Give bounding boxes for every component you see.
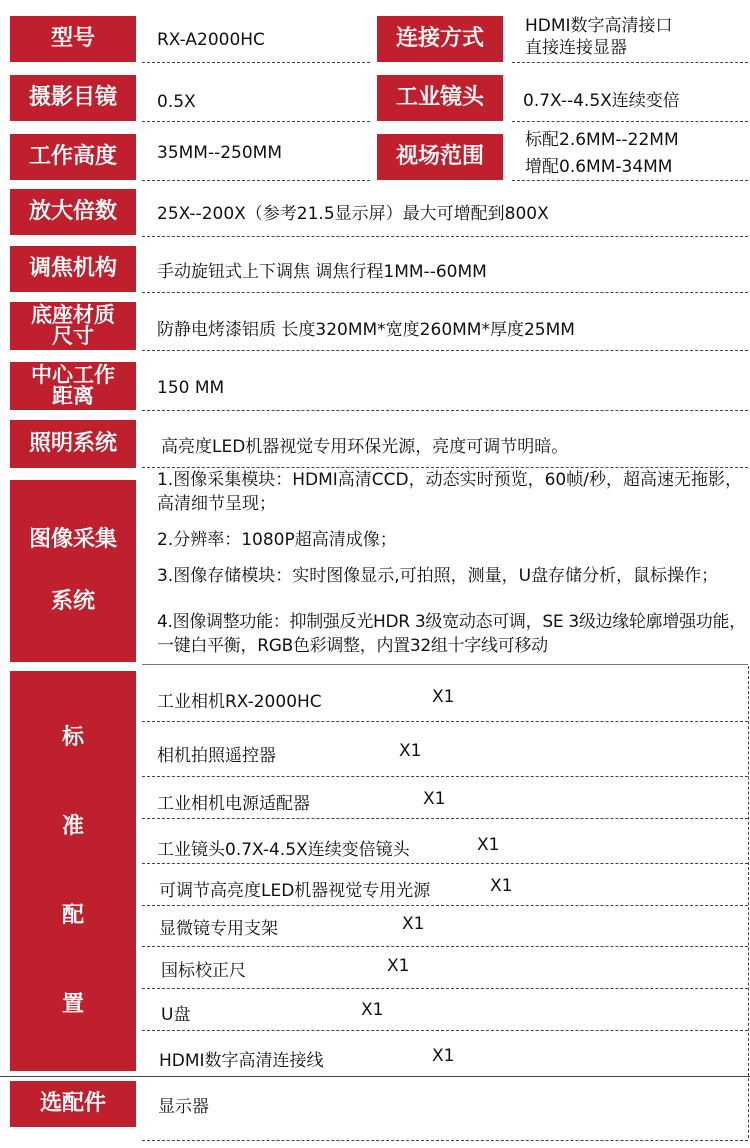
config-item-2-name: 相机拍照遥控器	[157, 746, 276, 766]
value-working-height: 35MM--250MM	[157, 143, 283, 163]
label-imaging	[10, 480, 136, 662]
value-model: RX-A2000HC	[157, 30, 265, 50]
label-base-line-1: 底座材质	[31, 303, 115, 327]
label-lighting: 照明系统	[10, 420, 136, 468]
config-item-3-name: 工业相机电源适配器	[157, 794, 310, 814]
label-model: 型号	[10, 16, 136, 62]
value-focus: 手动旋钮式上下调焦 调焦行程1MM--60MM	[157, 262, 487, 282]
value-objective: 0.5X	[157, 92, 196, 112]
imaging-item-2: 2.分辨率：1080P超高清成像；	[157, 530, 397, 550]
config-item-1-qty: X1	[432, 687, 455, 707]
label-working-height: 工作高度	[10, 134, 136, 180]
imaging-item-4: 4.图像调整功能：抑制强反光HDR 3级宽动态可调，SE 3级边缘轮廓增强功能，一键白平衡，RGB色彩调整，内置32组十字线可移动	[157, 612, 746, 656]
config-item-9-name: HDMI数字高清连接线	[159, 1051, 324, 1071]
label-wd-line-2: 距离	[52, 384, 94, 408]
value-lighting: 高亮度LED机器视觉专用环保光源，亮度可调节明暗。	[161, 437, 569, 457]
label-objective: 摄影目镜	[10, 75, 136, 121]
std-char-3: 配	[61, 902, 84, 928]
label-optional: 选配件	[10, 1081, 136, 1127]
config-item-3-qty: X1	[423, 789, 446, 809]
label-base	[10, 302, 136, 350]
label-working-distance	[10, 362, 136, 410]
connection-line-2: 直接连接显器	[525, 38, 627, 58]
label-standard-config	[10, 671, 136, 1071]
config-item-1-name: 工业相机RX-2000HC	[157, 692, 322, 712]
label-wd-line-1: 中心工作	[31, 363, 115, 387]
value-industrial-lens: 0.7X--4.5X连续变倍	[523, 91, 680, 111]
label-field-of-view: 视场范围	[377, 134, 503, 180]
label-magnification: 放大倍数	[10, 189, 136, 235]
value-connection	[525, 15, 673, 59]
std-char-1: 标	[61, 724, 84, 750]
value-field-of-view	[525, 127, 679, 181]
label-imaging-line-1: 图像采集	[28, 527, 117, 552]
connection-line-1: HDMI数字高清接口	[525, 16, 673, 36]
config-item-2-qty: X1	[399, 741, 422, 761]
label-imaging-line-2: 系统	[50, 589, 95, 614]
imaging-item-1: 1.图像采集模块：HDMI高清CCD，动态实时预览，60帧/秒，超高速无拖影，高清细节呈现；	[157, 470, 742, 514]
label-connection: 连接方式	[377, 16, 503, 62]
config-item-6-qty: X1	[402, 914, 425, 934]
value-base: 防静电烤漆铝质 长度320MM*宽度260MM*厚度25MM	[157, 320, 575, 340]
value-optional: 显示器	[158, 1097, 209, 1117]
config-item-6-name: 显微镜专用支架	[159, 919, 278, 939]
config-item-7-qty: X1	[387, 956, 410, 976]
value-working-distance: 150 MM	[157, 378, 225, 398]
value-magnification: 25X--200X（参考21.5显示屏）最大可增配到800X	[157, 204, 549, 224]
label-industrial-lens: 工业镜头	[377, 75, 503, 121]
fov-line-1: 标配2.6MM--22MM	[525, 130, 679, 150]
std-char-2: 准	[61, 813, 84, 839]
fov-line-2: 增配0.6MM-34MM	[525, 157, 673, 177]
config-item-4-qty: X1	[477, 835, 500, 855]
label-base-line-2: 尺寸	[52, 324, 94, 348]
config-item-8-qty: X1	[361, 1000, 384, 1020]
config-item-5-name: 可调节高亮度LED机器视觉专用光源	[159, 881, 431, 901]
config-item-4-name: 工业镜头0.7X-4.5X连续变倍镜头	[157, 840, 410, 860]
config-item-5-qty: X1	[490, 876, 513, 896]
std-char-4: 置	[61, 991, 84, 1017]
config-item-8-name: U盘	[161, 1005, 191, 1025]
config-item-7-name: 国标校正尺	[161, 961, 246, 981]
imaging-item-3: 3.图像存储模块：实时图像显示,可拍照，测量，U盘存储分析，鼠标操作；	[157, 566, 719, 586]
label-focus: 调焦机构	[10, 246, 136, 292]
config-item-9-qty: X1	[432, 1046, 455, 1066]
